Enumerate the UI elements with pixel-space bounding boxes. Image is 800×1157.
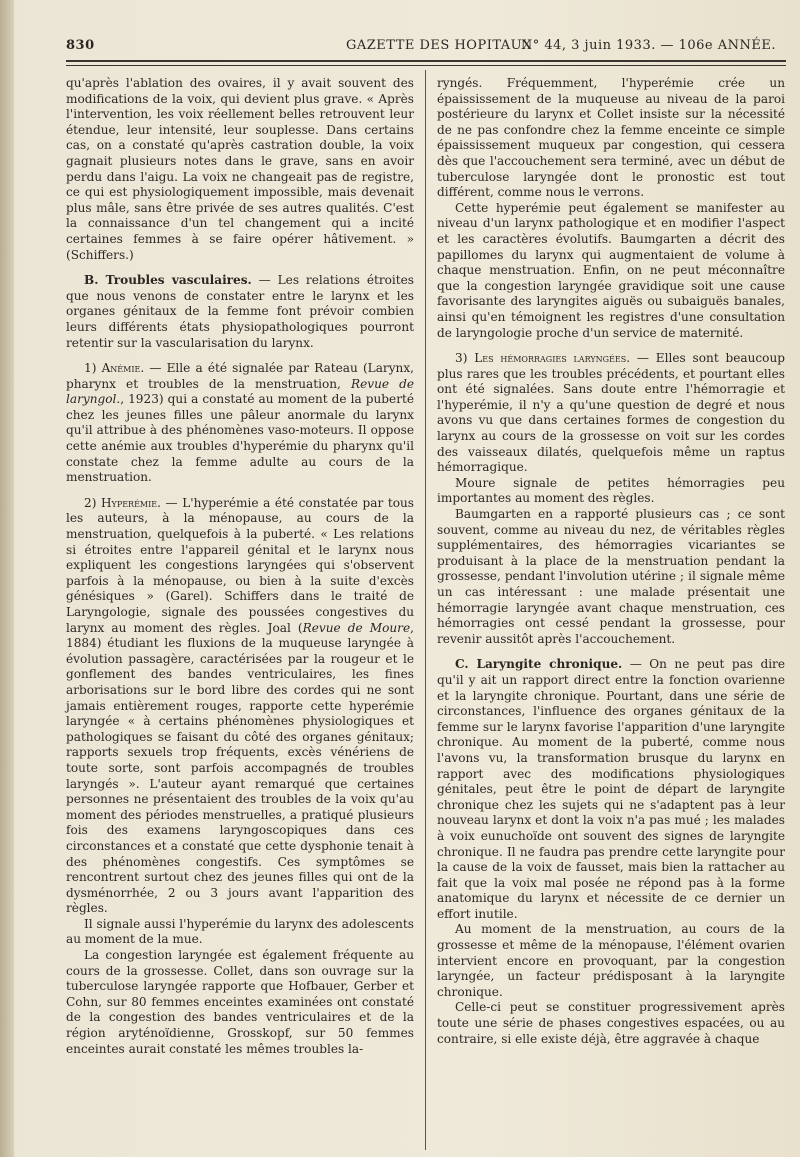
subsection-anemie — [66, 361, 414, 486]
paragraph-continuation: ryngés. Fréquemment, l'hyperémie crée un épaississement de la muqueuse au niveau de la paroi postérieure du larynx et Collet insiste sur la nécessité de ne pas confondre chez la femme enceinte ce simple épaississement muqueux par congestion, qui cessera dès que l'accouchement sera terminé, avec un début de tuberculose laryngée dont le pronostic est tout différent, comme nous le verrons. — [437, 76, 785, 200]
subsection-hyperemie — [66, 496, 414, 917]
section-c-heading: C. Laryngite chronique. — [455, 657, 623, 672]
paragraph-progressive: Celle-ci peut se constituer progressivement après toute une série de phases congestives espacées, ou au contraire, si elle existe déjà, être aggravée à chaque — [437, 1000, 785, 1046]
section-c — [437, 657, 785, 922]
anemie-text-cont: , 1923) qui a constaté au moment de la puberté chez les jeunes filles une pâleur anormale du larynx qu'il attribue à des phénomènes vaso-moteurs. Il oppose cette anémie aux troubles d'hyperémie du pharynx qu'il constate chez la femme adulte au cours de la menstruation. — [66, 392, 414, 485]
paragraph-puberty: Il signale aussi l'hyperémie du larynx des adolescents au moment de la mue. — [66, 916, 415, 947]
hyperemie-text: — L'hyperémie a été constatée par tous les auteurs, à la ménopause, au cours de la menstruation, quelquefois à la puberté. « Les relations si étroites entre l'appareil génital et le larynx nous expliquent les congestions laryngées qui s'observent parfois à la ménopause, ou bien à la suite d'excès génésiques » (Garel). Schiffers dans le traité de Laryngologie, signale des poussées congestives du larynx au moment des règles. Joal ( — [66, 495, 414, 635]
paragraph-menstruation: Au moment de la menstruation, au cours de la grossesse et même de la ménopause, l'élément ovarien intervient encore en provoquant, par la congestion laryngée, un facteur prédisposant à la laryngite chronique. — [437, 922, 785, 999]
header-rule-thin — [66, 65, 786, 66]
section-b-text: — Les relations étroites que nous venons de constater entre le larynx et les organes génitaux de la femme font prévoir combien leurs différents états physiopathologiques pourront retentir sur la vascularisation du larynx. — [66, 273, 414, 350]
anemie-text: — Elle a été signalée par Rateau (Larynx, pharynx et troubles de la menstruation, — [66, 361, 414, 391]
anemie-citation: Revue de laryngol. — [66, 376, 414, 407]
section-b-heading: B. Troubles vasculaires. — [84, 273, 252, 288]
issue-info: N° 44, 3 juin 1933. — 106e ANNÉE. — [520, 38, 776, 53]
paragraph-baumgarten: Baumgarten en a rapporté plusieurs cas ; ce sont souvent, comme au niveau du nez, de véritables règles supplémentaires, des hémorragies vicariantes se produisant à la place de la menstruation pendant la grossesse, pendant l'involution utérine ; il signale même un cas intéressant : une malade présentait une hémorragie laryngée avant chaque menstruation, ces hémorragies ont cessé pendant la grossesse, pour revenir aussitôt après l'accouchement. — [437, 507, 785, 646]
page-binding-shadow — [0, 0, 14, 1157]
header-rule-thick — [66, 60, 786, 62]
column-divider — [425, 70, 426, 1150]
left-column — [66, 76, 414, 1057]
hemorrhages-heading: 3) Les hémorragies laryngées. — [455, 351, 631, 366]
section-c-text: — On ne peut pas dire qu'il y ait un rapport direct entre la fonction ovarienne et la laryngite chronique. Pourtant, dans une série de circonstances, l'influence des organes génitaux de la femme sur le larynx favorise l'apparition d'une laryngite chronique. Au moment de la puberté, comme nous l'avons vu, la transformation brusque du larynx en rapport avec des modifications physiologiques génitales, peut être le point de départ de laryngite chronique chez les sujets qui ne s'adaptent pas à leur nouveau larynx et dont la voix n'a pas mué ; les malades à voix eunuchoïde ont souvent des signes de laryngite chronique. Il ne faudra pas prendre cette laryngite pour la cause de la voix de fausset, mais bien la rattacher au fait que la voix mal posée ne répond pas à la forme anatomique du larynx et nécessite de ce dernier un effort inutile. — [437, 657, 785, 921]
hyperemie-text-cont: , 1884) étudiant les fluxions de la muqueuse laryngée à évolution passagère, caractérisées par la rougeur et le gonflement des bandes ventriculaires, les fines arborisations sur le bord libre des cordes qui ne sont jamais entièrement rouges, rapporte cette hyperémie laryngée « à certains phénomènes physiologiques et pathologiques se faisant du côté des organes génitaux; rapports sexuels trop fréquents, excès vénériens de toute sorte, sont parfois accompagnés de troubles laryngés ». L'auteur ayant remarqué que certaines personnes ne présentaient des troubles de la voix qu'au moment des périodes menstruelles, a pratiqué plusieurs fois des examens laryngoscopiques dans ces circonstances et a constaté que cette dysphonie tenait à des phénomènes congestifs. Ces symptômes se rencontrent surtout chez des jeunes filles qui ont de la dysménorrhée, 2 ou 3 jours avant l'apparition des règles. — [66, 620, 414, 916]
page-number: 830 — [66, 38, 95, 53]
hyperemie-citation: Revue de Moure — [302, 620, 411, 635]
hemorrhages-text: — Elles sont beaucoup plus rares que les troubles précédents, et pourtant elles ont été signalées. Sans doute entre l'hémorragie et l'hyperémie, il n'y a qu'une question de degré et nous avons vu que dans certaines formes de congestion du larynx au cours de la grossesse on voit sur les cordes des vaisseaux dilatés, quelquefois même un raptus hémorragique. — [437, 351, 785, 475]
journal-title: GAZETTE DES HOPITAUX — [346, 38, 532, 53]
anemie-heading: 1) Anémie. — [84, 361, 145, 376]
section-b — [66, 273, 414, 351]
paragraph-pathological-larynx: Cette hyperémie peut également se manifester au niveau d'un larynx pathologique et en modifier l'aspect et les caractères évolutifs. Baumgarten a décrit des papillomes du larynx qui augmentaient de volume à chaque menstruation. Enfin, on ne peut méconnaître que la congestion laryngée gravidique soit une cause favorisante des laryngites aiguës ou subaiguës banales, ainsi qu'en témoignent les registres d'une consultation de laryngologie proche d'un service de maternité. — [437, 200, 785, 340]
paragraph-pregnancy: La congestion laryngée est également fréquente au cours de la grossesse. Collet, dans son ouvrage sur la tuberculose laryngée rapporte que Hofbauer, Gerber et Cohn, sur 80 femmes enceintes examinées ont constaté de la congestion des bandes ventriculaires et de la région aryténoïdienne, Grosskopf, sur 50 femmes enceintes aurait constaté les mêmes troubles la- — [66, 948, 414, 1056]
subsection-hemorrhages — [437, 351, 785, 476]
paragraph-moure: Moure signale de petites hémorragies peu importantes au moment des règles. — [437, 475, 785, 506]
running-header — [66, 36, 786, 58]
hyperemie-heading: 2) Hyperémie. — [84, 495, 161, 510]
paragraph-ovaries: qu'après l'ablation des ovaires, il y avait souvent des modifications de la voix, qui devient plus grave. « Après l'intervention, les voix réellement belles retrouvent leur étendue, leur intensité, leur souplesse. Dans certains cas, on a constaté qu'après castration double, la voix gagnait plusieurs notes dans le grave, sans en avoir perdu dans l'aigu. La voix ne changeait pas de registre, ce qui est physiologiquement impossible, mais devenait plus mâle, sans être privée de ses autres qualités. C'est la connaissance d'un tel changement qui a incité certaines femmes à se faire opérer hâtivement. » (Schiffers.) — [66, 76, 414, 262]
right-column — [437, 76, 785, 1047]
